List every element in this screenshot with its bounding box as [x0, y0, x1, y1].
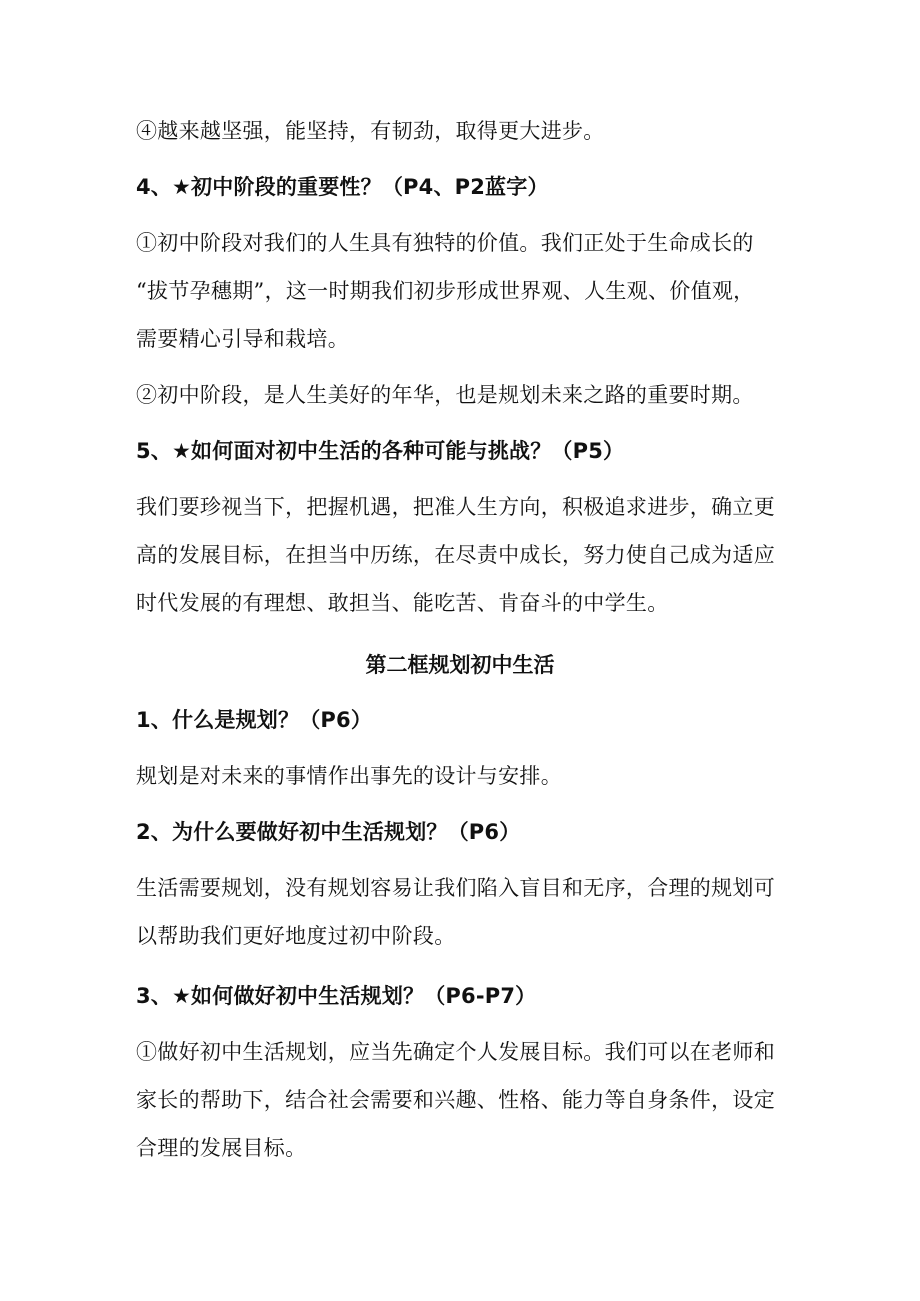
question-heading: 2、为什么要做好初中生活规划？（P6） — [136, 820, 521, 844]
body-line: 合理的发展目标。 — [136, 1136, 307, 1160]
body-line: ①做好初中生活规划，应当先确定个人发展目标。我们可以在老师和 — [136, 1040, 775, 1064]
body-line: 高的发展目标，在担当中历练，在尽责中成长，努力使自己成为适应 — [136, 543, 775, 567]
section-title: 第二框规划初中生活 — [365, 653, 555, 677]
body-line: ④越来越坚强，能坚持，有韧劲，取得更大进步。 — [136, 119, 605, 143]
body-line: 家长的帮助下，结合社会需要和兴趣、性格、能力等自身条件，设定 — [136, 1088, 775, 1112]
body-line: 时代发展的有理想、敢担当、能吃苦、肯奋斗的中学生。 — [136, 591, 669, 615]
body-line: 需要精心引导和栽培。 — [136, 327, 349, 351]
body-line: 规划是对未来的事情作出事先的设计与安排。 — [136, 764, 562, 788]
body-line: “拔节孕穗期”，这一时期我们初步形成世界观、人生观、价值观， — [136, 279, 755, 303]
body-line: 生活需要规划，没有规划容易让我们陷入盲目和无序，合理的规划可 — [136, 876, 775, 900]
body-line: 我们要珍视当下，把握机遇，把准人生方向，积极追求进步，确立更 — [136, 495, 775, 519]
body-line: ②初中阶段，是人生美好的年华，也是规划未来之路的重要时期。 — [136, 383, 754, 407]
body-line: 以帮助我们更好地度过初中阶段。 — [136, 924, 456, 948]
question-heading: 3、★如何做好初中生活规划？（P6-P7） — [136, 984, 537, 1008]
question-heading: 1、什么是规划？（P6） — [136, 708, 373, 732]
question-heading: 4、★初中阶段的重要性？（P4、P2蓝字） — [136, 175, 549, 199]
body-line: ①初中阶段对我们的人生具有独特的价值。我们正处于生命成长的 — [136, 231, 754, 255]
question-heading: 5、★如何面对初中生活的各种可能与挑战？（P5） — [136, 439, 625, 463]
